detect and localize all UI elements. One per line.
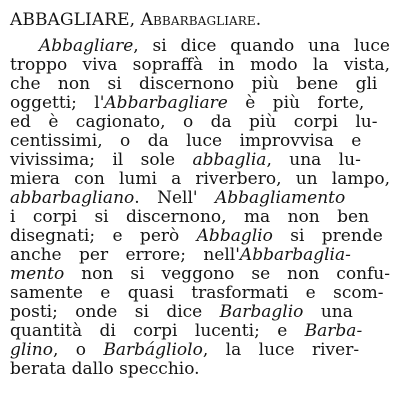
italic-term: Barbaglio — [219, 302, 304, 322]
entry-text: samente e quasi trasformati e scom- — [10, 283, 384, 303]
entry-text: che non si discernono più bene gli — [10, 74, 378, 94]
entry-line — [10, 208, 369, 227]
entry-line — [10, 360, 200, 379]
entry-line — [10, 132, 361, 151]
entry-text: non si veggono se non confu- — [64, 264, 390, 284]
italic-term: abbaglia — [192, 150, 267, 170]
italic-term: mento — [10, 264, 65, 284]
entry-line — [10, 303, 353, 322]
entry-line — [10, 265, 390, 284]
entry-text: quantità di corpi lucenti; e — [10, 321, 305, 341]
entry-line — [10, 341, 359, 360]
italic-term: glino — [10, 340, 53, 360]
entry-text: centissimi, o da luce improvvisa e — [10, 131, 362, 151]
entry-text: i corpi si discernono, ma non ben — [10, 207, 370, 227]
italic-term: Abbarbaglia- — [239, 245, 351, 265]
entry-text: , una lu- — [266, 150, 361, 170]
entry-text: berata dallo specchio. — [10, 359, 200, 379]
entry-line — [10, 94, 364, 113]
italic-term: abbarbagliano — [10, 188, 135, 208]
entry-line — [10, 189, 345, 208]
entry-text: troppo viva sopraffà in modo la vista, — [10, 55, 390, 75]
italic-term: Abbagliamento — [214, 188, 346, 208]
entry-text: , si dice quando una luce — [133, 36, 390, 56]
entry-line — [10, 284, 384, 303]
entry-text: oggetti; l' — [10, 93, 105, 113]
entry-line — [10, 56, 390, 75]
entry-text: , la luce river- — [202, 340, 360, 360]
entry-line — [39, 37, 390, 56]
italic-term: Abbarbagliare — [104, 93, 228, 113]
italic-term: Barba- — [304, 321, 363, 341]
headword-primary: ABBAGLIARE, — [10, 10, 136, 30]
entry-line — [10, 227, 383, 246]
entry-line — [10, 246, 351, 265]
headword-secondary: Abbarbagliare. — [140, 10, 262, 30]
entry-line — [10, 113, 377, 132]
entry-text: disegnati; e però — [10, 226, 197, 246]
entry-text: è più forte, — [227, 93, 365, 113]
entry-text: ed è cagionato, o da più corpi lu- — [10, 112, 378, 132]
entry-line — [10, 322, 362, 341]
entry-line — [10, 151, 361, 170]
italic-term: Abbaglio — [196, 226, 273, 246]
italic-term: Barbágliolo — [103, 340, 203, 360]
entry-line — [10, 75, 377, 94]
entry-text: una — [303, 302, 353, 322]
entry-text: posti; onde si dice — [10, 302, 220, 322]
entry-text: , o — [52, 340, 104, 360]
entry-headword — [10, 10, 261, 30]
entry-line — [10, 170, 390, 189]
entry-text: . Nell' — [134, 188, 215, 208]
italic-term: Abbagliare — [39, 36, 134, 56]
entry-text: vivissima; il sole — [10, 150, 193, 170]
entry-text: si prende — [272, 226, 383, 246]
entry-text: anche per errore; nell' — [10, 245, 240, 265]
entry-text: miera con lumi a riverbero, un lampo, — [10, 169, 390, 189]
